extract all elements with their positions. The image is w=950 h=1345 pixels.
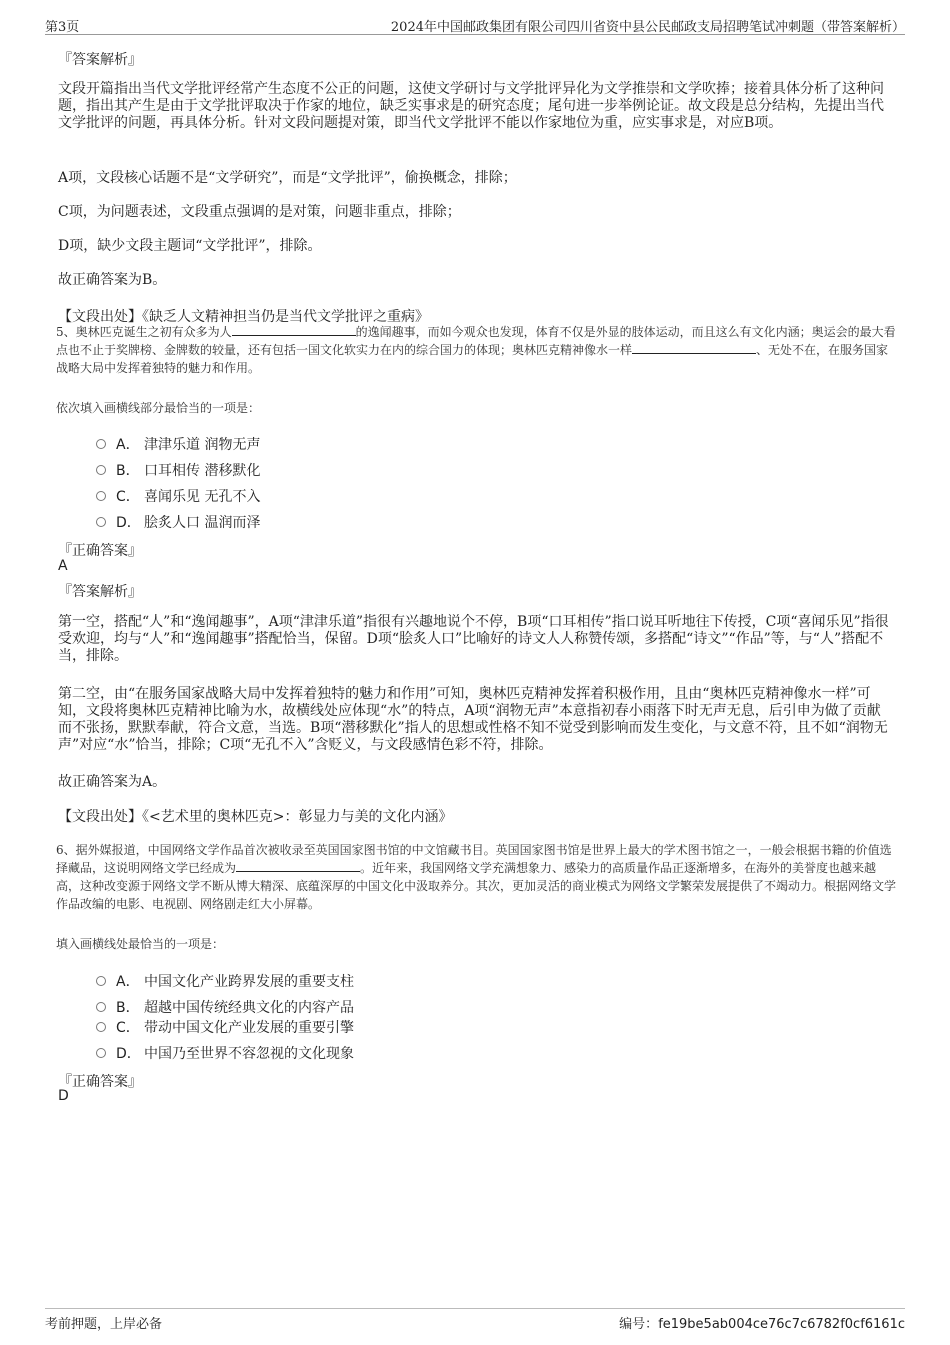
q6-prompt: 填入画横线处最恰当的一项是： (56, 937, 225, 951)
option-text: 中国文化产业跨界发展的重要支柱 (144, 974, 354, 990)
q4-analysis-option-d: D项，缺少文段主题词“文学批评”，排除。 (58, 238, 322, 254)
option-letter: A． (116, 437, 140, 453)
option-text: 口耳相传 潜移默化 (144, 463, 261, 479)
radio-icon[interactable] (96, 517, 106, 527)
q5-blank-2 (632, 341, 756, 354)
option-letter: C． (116, 489, 140, 505)
q6-option-d[interactable] (96, 1043, 354, 1063)
footer-code-label: 编号： (619, 1317, 659, 1332)
option-text: 喜闻乐见 无孔不入 (144, 489, 261, 505)
radio-icon[interactable] (96, 1022, 106, 1032)
q5-option-a[interactable] (96, 434, 260, 454)
option-letter: D． (116, 1046, 141, 1062)
q5-stem-part1: 5、奥林匹克诞生之初有众多为人 (56, 325, 232, 339)
option-text: 津津乐道 润物无声 (144, 437, 261, 453)
q6-blank (236, 859, 360, 872)
q6-correct-answer: D (58, 1088, 69, 1104)
radio-icon[interactable] (96, 1002, 106, 1012)
option-letter: B． (116, 1000, 140, 1016)
option-letter: B． (116, 463, 140, 479)
option-text: 超越中国传统经典文化的内容产品 (144, 1000, 354, 1016)
q5-stem-part2: 的逸闻趣事，而如今观众也发现，体育不仅是外显的肢体运动，而且这么有文化内涵；奥运会的最大看点也不止于奖牌榜、金牌数的较量，还有包括一国文化软实力在内的综合国力的体现；奥林匹克精神像水一样 (56, 325, 896, 357)
option-text: 脍炙人口 温润而泽 (144, 515, 261, 531)
q4-analysis-option-a: A项，文段核心话题不是“文学研究”，而是“文学批评”，偷换概念，排除； (58, 170, 517, 186)
q6-option-b[interactable] (96, 997, 354, 1017)
q4-analysis-label: 『答案解析』 (58, 52, 142, 68)
q5-analysis-paragraph-1: 第一空，搭配“人”和“逸闻趣事”，A项“津津乐道”指很有兴趣地说个不停，B项“口耳相传”指口说耳听地往下传授，C项“喜闻乐见”指很受欢迎，均与“人”和“逸闻趣事”搭配恰当，保留。D项“脍炙人口”比喻好的诗文人人称赞传颂，多搭配“诗文”“作品”等，与“人”搭配不当，排除。 (58, 614, 889, 664)
radio-icon[interactable] (96, 439, 106, 449)
page-number: 第3页 (45, 20, 80, 35)
q6-stem (56, 841, 896, 913)
q5-option-b[interactable] (96, 460, 260, 480)
q5-option-d[interactable] (96, 512, 260, 532)
radio-icon[interactable] (96, 491, 106, 501)
radio-icon[interactable] (96, 976, 106, 986)
option-letter: C． (116, 1020, 140, 1036)
document-title: 2024年中国邮政集团有限公司四川省资中县公民邮政支局招聘笔试冲刺题（带答案解析） (390, 20, 905, 35)
q6-stem-part1: 6、据外媒报道，中国网络文学作品首次被收录至英国国家图书馆的中文馆藏书目。英国国家图书馆是世界上最大的学术图书馆之一，一般会根据书籍的价值选择藏品，这说明网络文学已经成为 (56, 843, 892, 875)
q4-source: 【文段出处】《缺乏人文精神担当仍是当代文学批评之重病》 (58, 309, 429, 325)
q5-source: 【文段出处】《<艺术里的奥林匹克>：彰显力与美的文化内涵》 (58, 809, 453, 825)
q5-analysis-label: 『答案解析』 (58, 584, 142, 600)
footer-code (619, 1313, 905, 1332)
q6-stem-part2: 。近年来，我国网络文学充满想象力、感染力的高质量作品正逐渐增多，在海外的美誉度也越来越高，这种改变源于网络文学不断从博大精深、底蕴深厚的中国文化中汲取养分。其次，更加灵活的商业模式为网络文学繁荣发展提供了不竭动力。根据网络文学作品改编的电影、电视剧、网络剧走红大小屏幕。 (56, 861, 897, 911)
header-divider (45, 34, 905, 35)
option-text: 中国乃至世界不容忽视的文化现象 (144, 1046, 354, 1062)
q5-option-c[interactable] (96, 486, 260, 506)
q5-stem (56, 323, 896, 377)
q5-prompt: 依次填入画横线部分最恰当的一项是： (56, 401, 261, 415)
q5-correct-label: 『正确答案』 (58, 543, 142, 559)
option-letter: D． (116, 515, 141, 531)
q5-blank-1 (232, 323, 356, 336)
footer-divider (45, 1308, 905, 1309)
q6-option-a[interactable] (96, 971, 354, 991)
q4-analysis-paragraph: 文段开篇指出当代文学批评经常产生态度不公正的问题，这使文学研讨与文学批评异化为文学推崇和文学吹捧；接着具体分析了这种问题，指出其产生是由于文学批评取决于作家的地位，缺乏实事求是的研究态度；尾句进一步举例论证。故文段是总分结构，先提出当代文学批评的问题，再具体分析。针对文段问题提对策，即当代文学批评不能以作家地位为重，应实事求是，对应B项。 (58, 81, 884, 131)
radio-icon[interactable] (96, 1048, 106, 1058)
footer-slogan: 考前押题，上岸必备 (45, 1317, 163, 1332)
q5-stem-part3: 、无处不在，在服务国家战略大局中发挥着独特的魅力和作用。 (56, 343, 889, 375)
q5-analysis-paragraph-2: 第二空，由“在服务国家战略大局中发挥着独特的魅力和作用”可知，奥林匹克精神发挥着积极作用，且由“奥林匹克精神像水一样”可知，文段将奥林匹克精神比喻为水，故横线处应体现“水”的特点，A项“润物无声”本意指初春小雨落下时无声无息，后引申为做了贡献而不张扬，默默奉献，符合文意，当选。B项“潜移默化”指人的思想或性格不知不觉受到影响而发生变化，与文意不符，且不如“润物无声”对应“水”恰当，排除；C项“无孔不入”含贬义，与文段感情色彩不符，排除。 (58, 686, 888, 753)
q4-analysis-option-c: C项，为问题表述，文段重点强调的是对策，问题非重点，排除； (58, 204, 461, 220)
q6-correct-label: 『正确答案』 (58, 1074, 142, 1090)
q6-option-c[interactable] (96, 1017, 354, 1037)
radio-icon[interactable] (96, 465, 106, 475)
q5-conclusion: 故正确答案为A。 (58, 774, 167, 790)
option-letter: A． (116, 974, 140, 990)
q4-conclusion: 故正确答案为B。 (58, 272, 167, 288)
q5-correct-answer: A (58, 558, 68, 574)
footer-code-value: fe19be5ab004ce76c7c6782f0cf6161c (658, 1317, 905, 1332)
option-text: 带动中国文化产业发展的重要引擎 (144, 1020, 354, 1036)
